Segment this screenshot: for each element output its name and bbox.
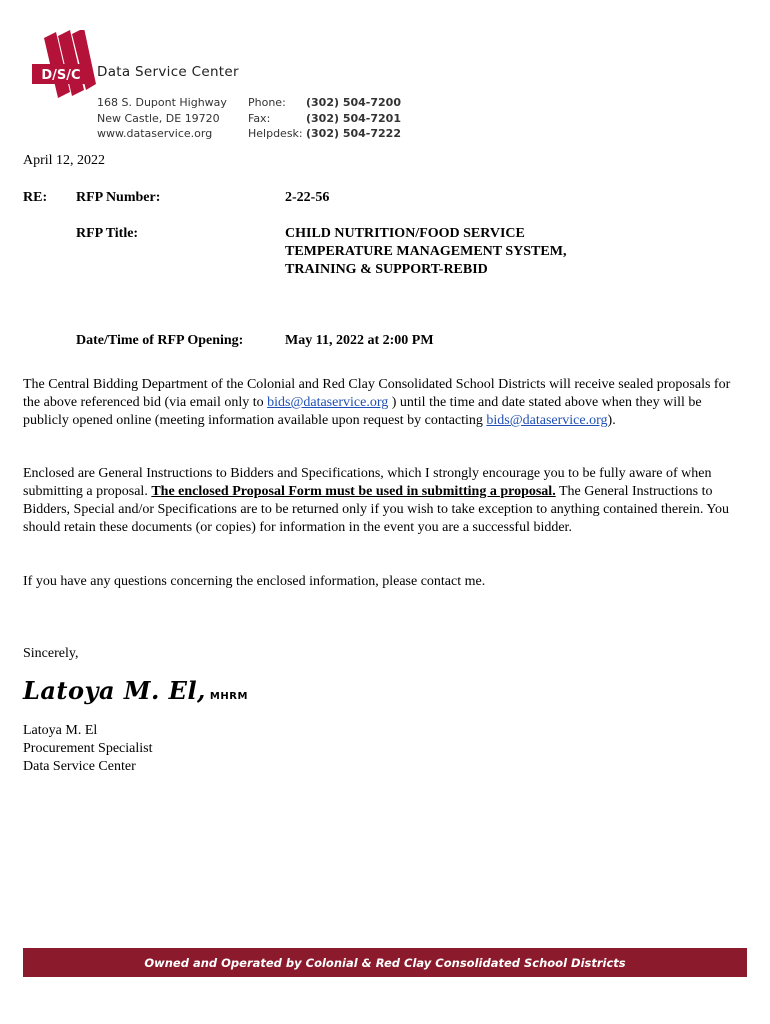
paragraph-instructions — [23, 465, 743, 537]
address-line: New Castle, DE 19720 — [97, 111, 220, 125]
helpdesk-number: (302) 504-7222 — [306, 127, 401, 140]
rfp-title-label: RFP Title: — [76, 226, 139, 241]
signature-name: Latoya M. El, — [23, 676, 206, 705]
footer-banner — [23, 948, 747, 977]
logo-text: D/S/C — [41, 68, 81, 83]
rfp-title-line: TEMPERATURE MANAGEMENT SYSTEM, — [285, 244, 567, 259]
proposal-form-emphasis: The enclosed Proposal Form must be used in submitting a proposal. — [151, 484, 556, 499]
paragraph-text: The General Instructions to Bidders, Special and/or Specifications are to be returned only if you wish to take exception to anything contained therein. You should retain these documents (or copies) for information in the event you are a successful bidder. — [23, 484, 730, 535]
signature — [23, 676, 248, 705]
signer-name: Latoya M. El — [23, 723, 98, 738]
fax-label: Fax: — [248, 111, 271, 125]
fax-number: (302) 504-7201 — [306, 111, 401, 125]
website-link[interactable]: www.dataservice.org — [97, 127, 213, 140]
rfp-number-value: 2-22-56 — [285, 190, 330, 205]
helpdesk-label: Helpdesk: — [248, 127, 303, 140]
paragraph-text: Enclosed are General Instructions to Bidders and Specifications, which I strongly encourage you to be fully aware of when submitting a proposal. — [23, 466, 712, 499]
paragraph-questions: If you have any questions concerning the enclosed information, please contact me. — [23, 574, 486, 589]
letter-date: April 12, 2022 — [23, 153, 106, 168]
paragraph-intro — [23, 376, 743, 430]
address-line: 168 S. Dupont Highway — [97, 96, 227, 109]
rfp-title-line: CHILD NUTRITION/FOOD SERVICE — [285, 226, 525, 241]
dsc-logo — [30, 30, 100, 100]
signer-org: Data Service Center — [23, 759, 136, 774]
signature-suffix: MHRM — [209, 691, 248, 702]
rfp-number-label: RFP Number: — [76, 190, 161, 205]
contact-labels — [248, 95, 303, 142]
paragraph-text: ). — [607, 413, 616, 428]
contact-numbers — [306, 95, 401, 142]
org-name: Data Service Center — [97, 64, 239, 80]
signer-title: Procurement Specialist — [23, 741, 153, 756]
paragraph-text: The Central Bidding Department of the Colonial and Red Clay Consolidated School Districts will receive sealed proposals for the above referenced bid (via email only to — [23, 377, 731, 410]
rfp-title-line: TRAINING & SUPPORT-REBID — [285, 262, 488, 277]
re-label: RE: — [23, 190, 48, 205]
closing: Sincerely, — [23, 646, 79, 661]
opening-value: May 11, 2022 at 2:00 PM — [285, 333, 434, 348]
email-link[interactable]: bids@dataservice.org — [486, 413, 608, 428]
footer-text: Owned and Operated by Colonial & Red Clay Consolidated School Districts — [144, 955, 626, 970]
phone-number: (302) 504-7200 — [306, 96, 401, 109]
signer-block — [23, 722, 152, 776]
rfp-title-value — [285, 225, 566, 279]
email-link[interactable]: bids@dataservice.org — [267, 395, 389, 410]
opening-label: Date/Time of RFP Opening: — [76, 333, 244, 348]
paragraph-text: ) until the time and date stated above when they will be publicly opened online (meeting information available upon request by contacting — [23, 395, 702, 428]
address-block — [97, 95, 227, 142]
phone-label: Phone: — [248, 96, 286, 109]
